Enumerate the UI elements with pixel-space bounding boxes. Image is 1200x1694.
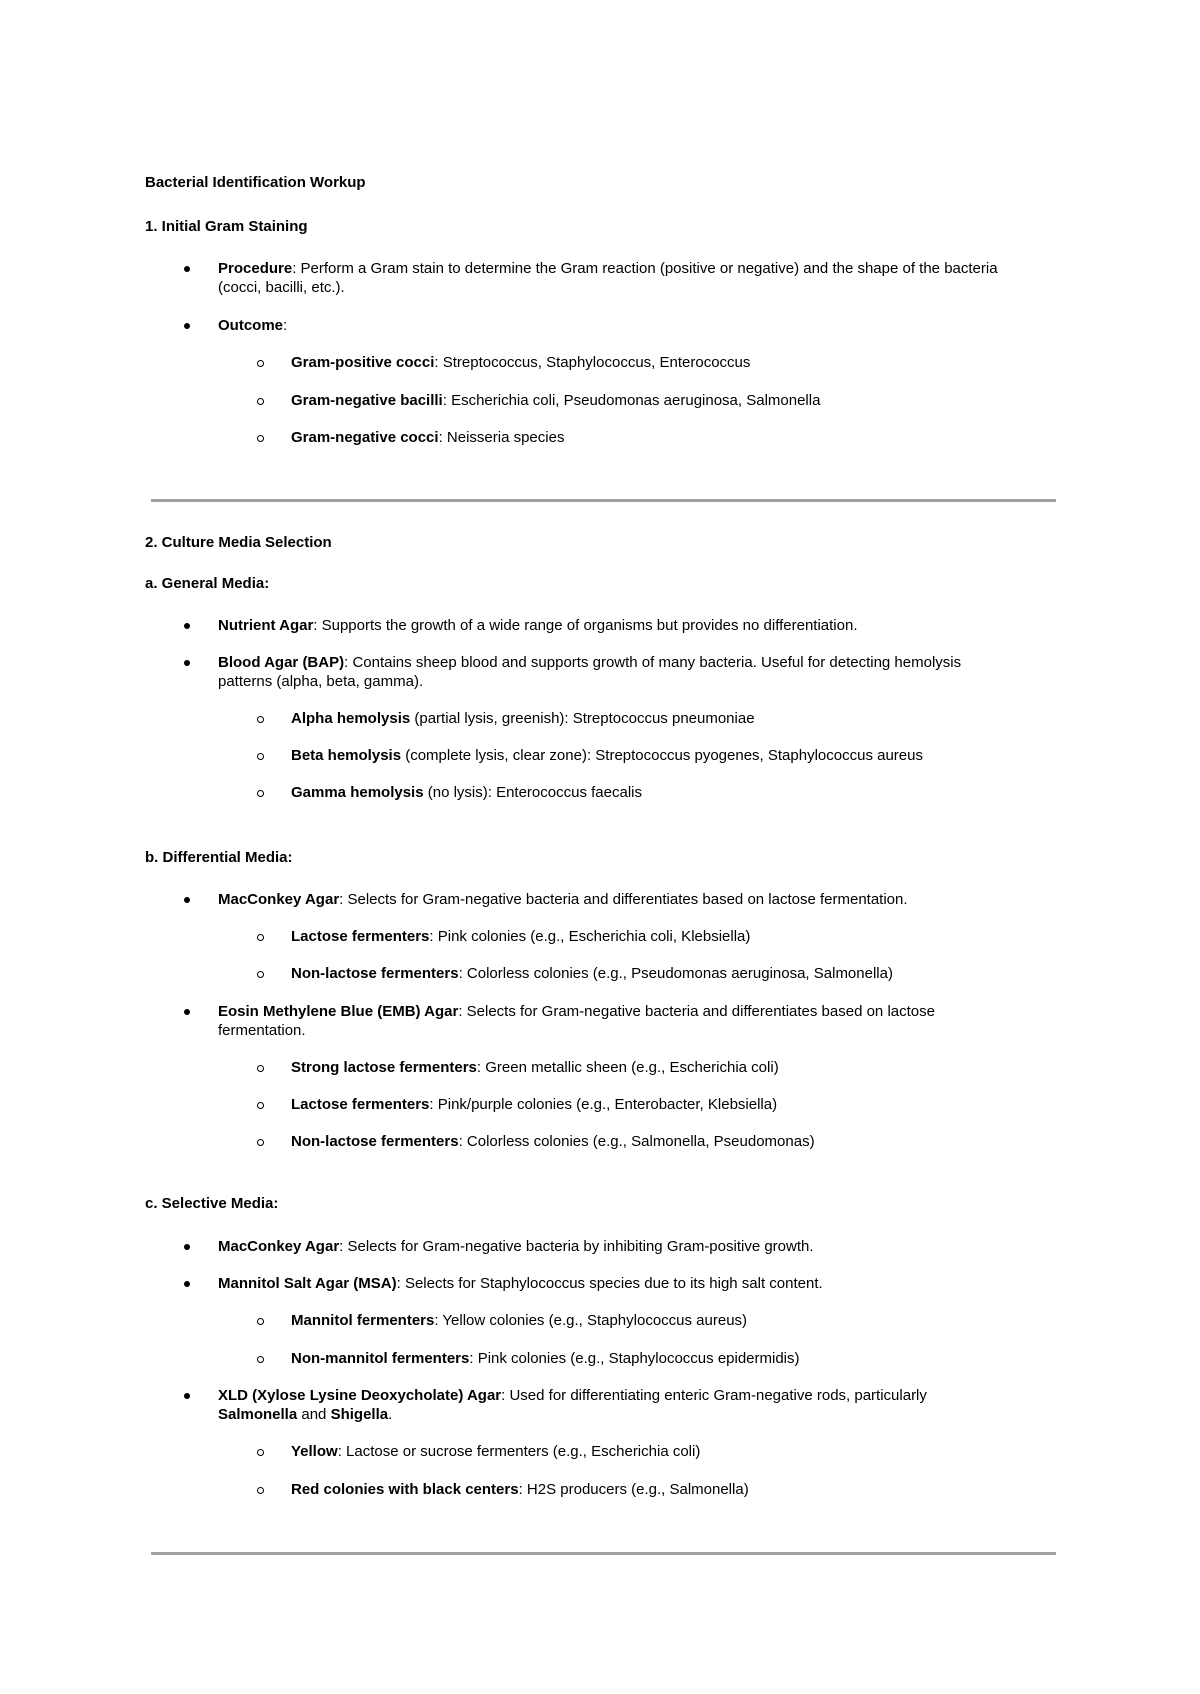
item-label: Non-mannitol fermenters <box>291 1350 470 1367</box>
item-label: Procedure <box>218 260 293 277</box>
hollow-bullet-icon <box>257 435 264 442</box>
sub-list-item <box>291 1058 1011 1077</box>
item-label: Lactose fermenters <box>291 1096 430 1113</box>
bullet-icon <box>184 623 190 629</box>
item-text: : Colorless colonies (e.g., Pseudomonas aeruginosa, Salmonella) <box>458 965 893 982</box>
item-label: Alpha hemolysis <box>291 710 411 727</box>
item-text: : Yellow colonies (e.g., Staphylococcus aureus) <box>434 1312 748 1329</box>
item-label: Strong lactose fermenters <box>291 1059 477 1076</box>
list-item-msa <box>218 1274 1008 1293</box>
item-label: Yellow <box>291 1443 338 1460</box>
item-label: Outcome <box>218 317 284 334</box>
item-label: Red colonies with black centers <box>291 1481 519 1498</box>
sub-list-item <box>291 1442 1011 1461</box>
subsection-heading-general-media: a. General Media: <box>145 575 270 592</box>
sub-list-item <box>291 1095 1011 1114</box>
bullet-icon <box>184 1009 190 1015</box>
document-title: Bacterial Identification Workup <box>145 174 366 191</box>
sub-list-item <box>291 783 1011 802</box>
item-text: : Perform a Gram stain to determine the Gram reaction (positive or negative) and the shape of the bacteria (cocci, bacilli, etc.). <box>218 260 998 296</box>
list-item-emb-agar <box>218 1002 1008 1040</box>
hollow-bullet-icon <box>257 1449 264 1456</box>
item-label: Eosin Methylene Blue (EMB) Agar <box>218 1003 459 1020</box>
sub-list-item <box>291 927 1011 946</box>
item-text: : Streptococcus, Staphylococcus, Enterococcus <box>434 354 751 371</box>
sub-list-item <box>291 746 1011 765</box>
sub-list-item <box>291 1480 1011 1499</box>
item-text: : Selects for Gram-negative bacteria and differentiates based on lactose fermentation. <box>218 1003 935 1039</box>
item-text: (complete lysis, clear zone): Streptococcus pyogenes, Staphylococcus aureus <box>401 747 923 764</box>
item-label: Gamma hemolysis <box>291 784 424 801</box>
subsection-heading-differential-media: b. Differential Media: <box>145 849 293 866</box>
item-text: . <box>388 1406 393 1423</box>
bullet-icon <box>184 1244 190 1250</box>
hollow-bullet-icon <box>257 1139 264 1146</box>
item-text: : Green metallic sheen (e.g., Escherichia coli) <box>476 1059 779 1076</box>
bullet-icon <box>184 660 190 666</box>
item-text: : Selects for Staphylococcus species due to its high salt content. <box>396 1275 823 1292</box>
horizontal-rule <box>151 1552 1056 1555</box>
bullet-icon <box>184 897 190 903</box>
item-text: (no lysis): Enterococcus faecalis <box>423 784 642 801</box>
item-label: Beta hemolysis <box>291 747 402 764</box>
list-item-macconkey-agar-selective <box>218 1237 1008 1256</box>
hollow-bullet-icon <box>257 790 264 797</box>
section-heading-gram-staining: 1. Initial Gram Staining <box>145 218 308 235</box>
list-item-procedure <box>218 259 1008 297</box>
hollow-bullet-icon <box>257 1356 264 1363</box>
bullet-icon <box>184 1281 190 1287</box>
hollow-bullet-icon <box>257 360 264 367</box>
hollow-bullet-icon <box>257 1102 264 1109</box>
sub-list-item <box>291 353 1011 372</box>
organism-name: Shigella <box>330 1406 389 1423</box>
bullet-icon <box>184 266 190 272</box>
item-text: : Contains sheep blood and supports growth of many bacteria. Useful for detecting hemolysis patterns (alpha, beta, gamma). <box>218 654 962 690</box>
list-item-blood-agar <box>218 653 1008 691</box>
item-text: : Supports the growth of a wide range of organisms but provides no differentiation. <box>313 617 858 634</box>
sub-list-item <box>291 1349 1011 1368</box>
list-item-macconkey-agar <box>218 890 1008 909</box>
item-label: MacConkey Agar <box>218 1238 340 1255</box>
hollow-bullet-icon <box>257 1318 264 1325</box>
item-text: : Lactose or sucrose fermenters (e.g., Escherichia coli) <box>337 1443 701 1460</box>
item-label: MacConkey Agar <box>218 891 340 908</box>
section-heading-culture-media: 2. Culture Media Selection <box>145 534 332 551</box>
item-text: : Used for differentiating enteric Gram-negative rods, particularly <box>501 1387 927 1404</box>
sub-list-item <box>291 1132 1011 1151</box>
item-text: : Colorless colonies (e.g., Salmonella, Pseudomonas) <box>458 1133 815 1150</box>
item-text: : Selects for Gram-negative bacteria and differentiates based on lactose fermentation. <box>339 891 908 908</box>
item-label: Gram-negative cocci <box>291 429 439 446</box>
item-label: Mannitol Salt Agar (MSA) <box>218 1275 397 1292</box>
sub-list-item <box>291 964 1011 983</box>
sub-list-item <box>291 428 1011 447</box>
sub-list-item <box>291 391 1011 410</box>
item-text: : Escherichia coli, Pseudomonas aeruginosa, Salmonella <box>442 392 821 409</box>
organism-name: Salmonella <box>218 1406 298 1423</box>
list-item-xld-agar <box>218 1386 1008 1424</box>
item-label: Non-lactose fermenters <box>291 965 459 982</box>
item-label: Blood Agar (BAP) <box>218 654 345 671</box>
item-label: Non-lactose fermenters <box>291 1133 459 1150</box>
list-item-outcome <box>218 316 1008 335</box>
item-label: Nutrient Agar <box>218 617 314 634</box>
hollow-bullet-icon <box>257 1065 264 1072</box>
bullet-icon <box>184 1393 190 1399</box>
item-label: Lactose fermenters <box>291 928 430 945</box>
item-label: XLD (Xylose Lysine Deoxycholate) Agar <box>218 1387 502 1404</box>
item-text: and <box>297 1406 331 1423</box>
item-text: : Selects for Gram-negative bacteria by inhibiting Gram-positive growth. <box>339 1238 814 1255</box>
horizontal-rule <box>151 499 1056 502</box>
sub-list-item <box>291 1311 1011 1330</box>
item-label: Gram-positive cocci <box>291 354 435 371</box>
item-text: : Pink colonies (e.g., Escherichia coli, Klebsiella) <box>429 928 751 945</box>
subsection-heading-selective-media: c. Selective Media: <box>145 1195 279 1212</box>
hollow-bullet-icon <box>257 934 264 941</box>
item-text: : Pink/purple colonies (e.g., Enterobacter, Klebsiella) <box>429 1096 778 1113</box>
item-text: : Neisseria species <box>438 429 565 446</box>
bullet-icon <box>184 323 190 329</box>
hollow-bullet-icon <box>257 1487 264 1494</box>
item-text: : Pink colonies (e.g., Staphylococcus epidermidis) <box>469 1350 800 1367</box>
hollow-bullet-icon <box>257 398 264 405</box>
item-text: : H2S producers (e.g., Salmonella) <box>518 1481 749 1498</box>
item-text: (partial lysis, greenish): Streptococcus pneumoniae <box>410 710 755 727</box>
item-label: Mannitol fermenters <box>291 1312 435 1329</box>
sub-list-item <box>291 709 1011 728</box>
item-text: : <box>283 317 288 334</box>
list-item-nutrient-agar <box>218 616 1008 635</box>
hollow-bullet-icon <box>257 753 264 760</box>
hollow-bullet-icon <box>257 716 264 723</box>
hollow-bullet-icon <box>257 971 264 978</box>
item-label: Gram-negative bacilli <box>291 392 443 409</box>
